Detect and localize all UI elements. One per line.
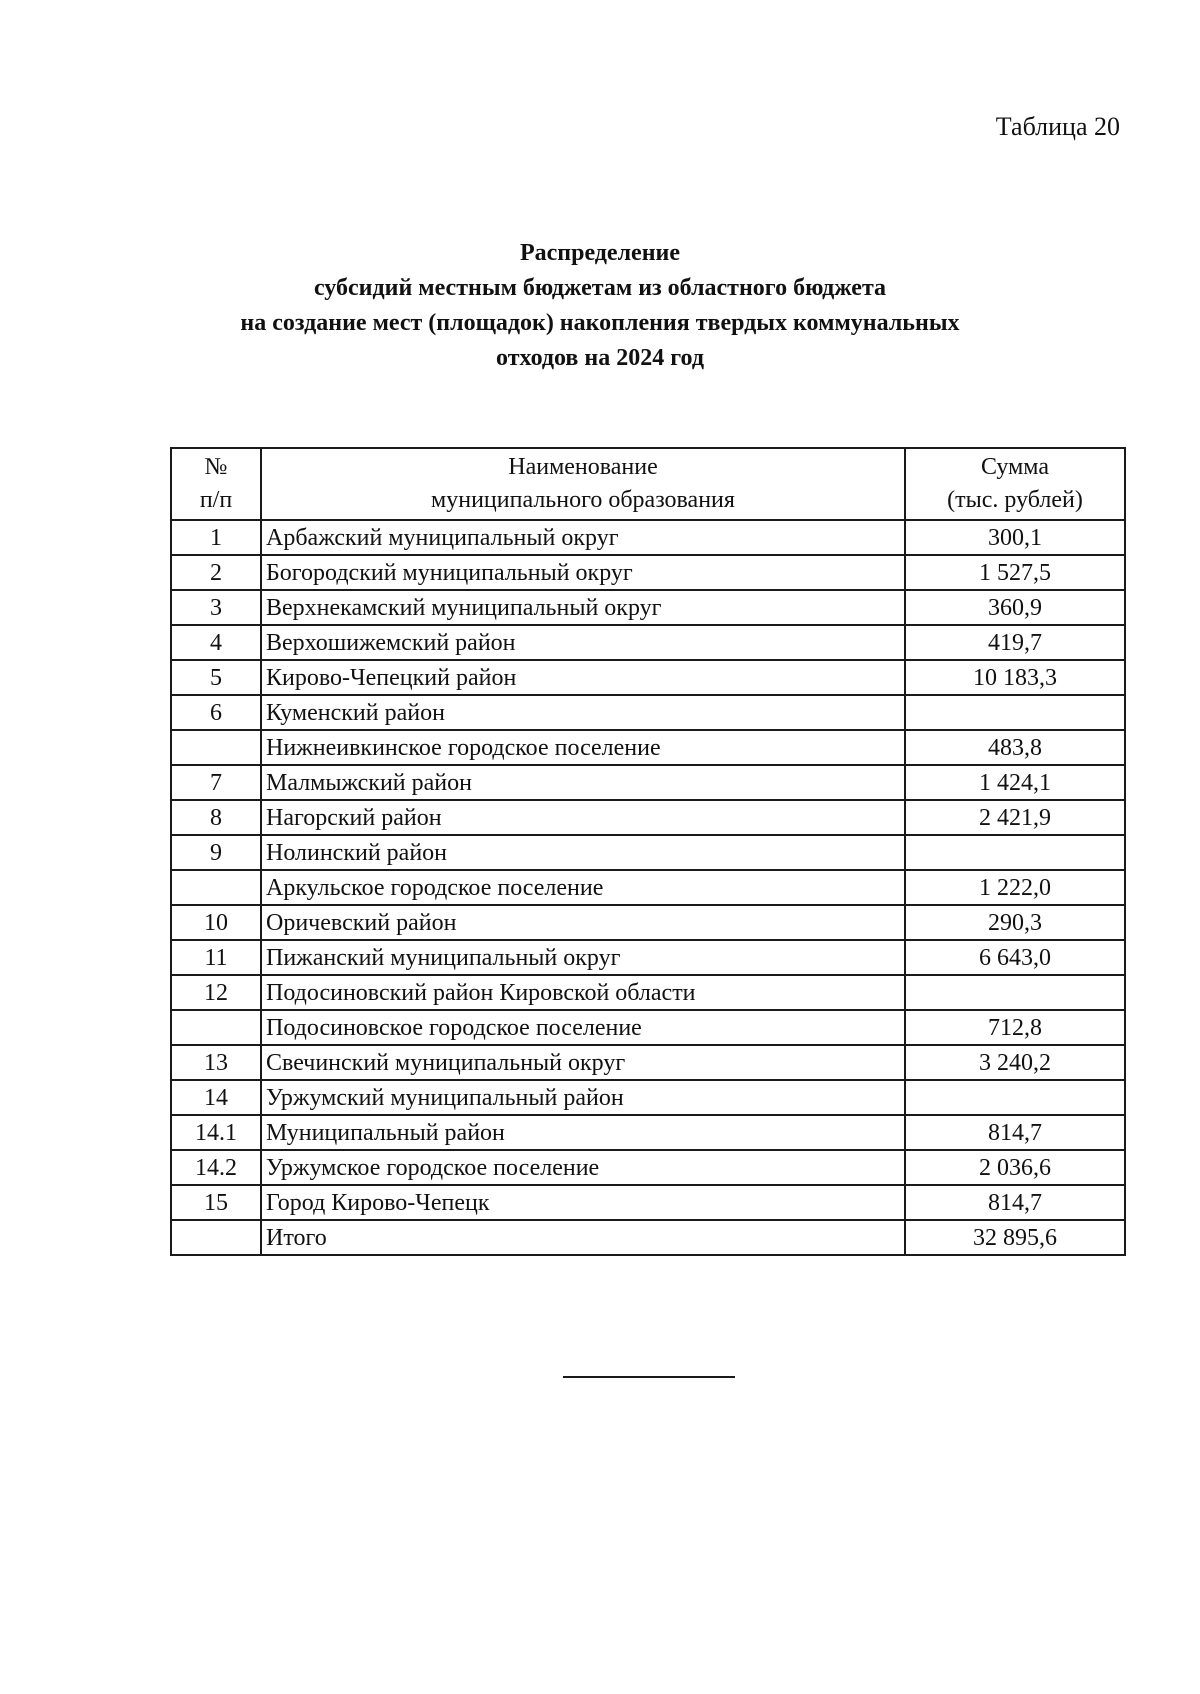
row-number: 14 xyxy=(171,1080,261,1115)
closing-rule xyxy=(563,1376,735,1378)
heading-line-4: отходов на 2024 год xyxy=(496,345,704,371)
row-sum xyxy=(905,695,1125,730)
row-number: 14.1 xyxy=(171,1115,261,1150)
table-row xyxy=(171,835,1125,870)
row-number: 10 xyxy=(171,905,261,940)
row-sum: 483,8 xyxy=(905,730,1125,765)
table-row xyxy=(171,555,1125,590)
header-number xyxy=(171,448,261,520)
row-number: 11 xyxy=(171,940,261,975)
table-row xyxy=(171,520,1125,555)
row-name: Малмыжский район xyxy=(261,765,905,800)
row-name: Пижанский муниципальный округ xyxy=(261,940,905,975)
row-sum xyxy=(905,1080,1125,1115)
row-sum: 1 527,5 xyxy=(905,555,1125,590)
row-sum: 419,7 xyxy=(905,625,1125,660)
table-row xyxy=(171,660,1125,695)
table-row xyxy=(171,800,1125,835)
row-name: Аркульское городское поселение xyxy=(261,870,905,905)
header-name-line-2: муниципального образования xyxy=(431,487,735,513)
heading-line-1: Распределение xyxy=(519,240,681,266)
row-sum: 300,1 xyxy=(905,520,1125,555)
table-body xyxy=(171,520,1125,1255)
row-name: Верхнекамский муниципальный округ xyxy=(261,590,905,625)
row-number xyxy=(171,870,261,905)
row-sum: 2 036,6 xyxy=(905,1150,1125,1185)
row-name: Кирово-Чепецкий район xyxy=(261,660,905,695)
header-number-line-2: п/п xyxy=(199,487,233,513)
table-row xyxy=(171,590,1125,625)
row-name: Итого xyxy=(261,1220,905,1255)
row-number: 15 xyxy=(171,1185,261,1220)
table-label: Таблица 20 xyxy=(995,112,1120,141)
row-sum: 1 424,1 xyxy=(905,765,1125,800)
table-row xyxy=(171,1150,1125,1185)
row-name: Подосиновское городское поселение xyxy=(261,1010,905,1045)
row-number: 13 xyxy=(171,1045,261,1080)
header-sum xyxy=(905,448,1125,520)
row-name: Богородский муниципальный округ xyxy=(261,555,905,590)
header-name xyxy=(261,448,905,520)
row-name: Куменский район xyxy=(261,695,905,730)
row-number: 9 xyxy=(171,835,261,870)
row-sum: 3 240,2 xyxy=(905,1045,1125,1080)
row-sum: 32 895,6 xyxy=(905,1220,1125,1255)
row-sum: 814,7 xyxy=(905,1115,1125,1150)
header-sum-line-2: (тыс. рублей) xyxy=(947,487,1083,513)
row-sum: 814,7 xyxy=(905,1185,1125,1220)
heading-line-3: на создание мест (площадок) накопления твердых коммунальных xyxy=(240,310,960,336)
table-row xyxy=(171,940,1125,975)
row-sum: 10 183,3 xyxy=(905,660,1125,695)
row-name: Нижнеивкинское городское поселение xyxy=(261,730,905,765)
table-row xyxy=(171,905,1125,940)
table-row xyxy=(171,1220,1125,1255)
heading-line-2: субсидий местным бюджетам из областного бюджета xyxy=(313,275,887,301)
row-name: Муниципальный район xyxy=(261,1115,905,1150)
table-row xyxy=(171,1080,1125,1115)
row-sum xyxy=(905,975,1125,1010)
row-number xyxy=(171,1220,261,1255)
row-number: 14.2 xyxy=(171,1150,261,1185)
row-number: 12 xyxy=(171,975,261,1010)
table-row xyxy=(171,1045,1125,1080)
document-heading xyxy=(0,236,1200,376)
row-number xyxy=(171,730,261,765)
subsidy-table xyxy=(170,447,1126,1256)
row-name: Верхошижемский район xyxy=(261,625,905,660)
row-sum: 290,3 xyxy=(905,905,1125,940)
row-name: Нагорский район xyxy=(261,800,905,835)
row-name: Подосиновский район Кировской области xyxy=(261,975,905,1010)
row-sum: 6 643,0 xyxy=(905,940,1125,975)
header-number-line-1: № xyxy=(204,454,228,480)
table-row xyxy=(171,1115,1125,1150)
row-number: 3 xyxy=(171,590,261,625)
row-number: 5 xyxy=(171,660,261,695)
table-row xyxy=(171,1010,1125,1045)
row-number xyxy=(171,1010,261,1045)
table-row xyxy=(171,730,1125,765)
row-number: 1 xyxy=(171,520,261,555)
row-name: Нолинский район xyxy=(261,835,905,870)
table-row xyxy=(171,870,1125,905)
table-row xyxy=(171,765,1125,800)
row-sum: 360,9 xyxy=(905,590,1125,625)
header-name-line-1: Наименование xyxy=(508,454,658,480)
table-row xyxy=(171,625,1125,660)
row-name: Свечинский муниципальный округ xyxy=(261,1045,905,1080)
row-name: Арбажский муниципальный округ xyxy=(261,520,905,555)
table-row xyxy=(171,1185,1125,1220)
table-row xyxy=(171,695,1125,730)
header-sum-line-1: Сумма xyxy=(981,454,1049,480)
row-name: Уржумское городское поселение xyxy=(261,1150,905,1185)
row-number: 6 xyxy=(171,695,261,730)
row-sum: 2 421,9 xyxy=(905,800,1125,835)
row-sum xyxy=(905,835,1125,870)
table-row xyxy=(171,975,1125,1010)
row-name: Уржумский муниципальный район xyxy=(261,1080,905,1115)
row-number: 8 xyxy=(171,800,261,835)
row-number: 7 xyxy=(171,765,261,800)
row-name: Город Кирово-Чепецк xyxy=(261,1185,905,1220)
table-header-row xyxy=(171,448,1125,520)
row-number: 2 xyxy=(171,555,261,590)
row-sum: 1 222,0 xyxy=(905,870,1125,905)
row-number: 4 xyxy=(171,625,261,660)
row-name: Оричевский район xyxy=(261,905,905,940)
row-sum: 712,8 xyxy=(905,1010,1125,1045)
